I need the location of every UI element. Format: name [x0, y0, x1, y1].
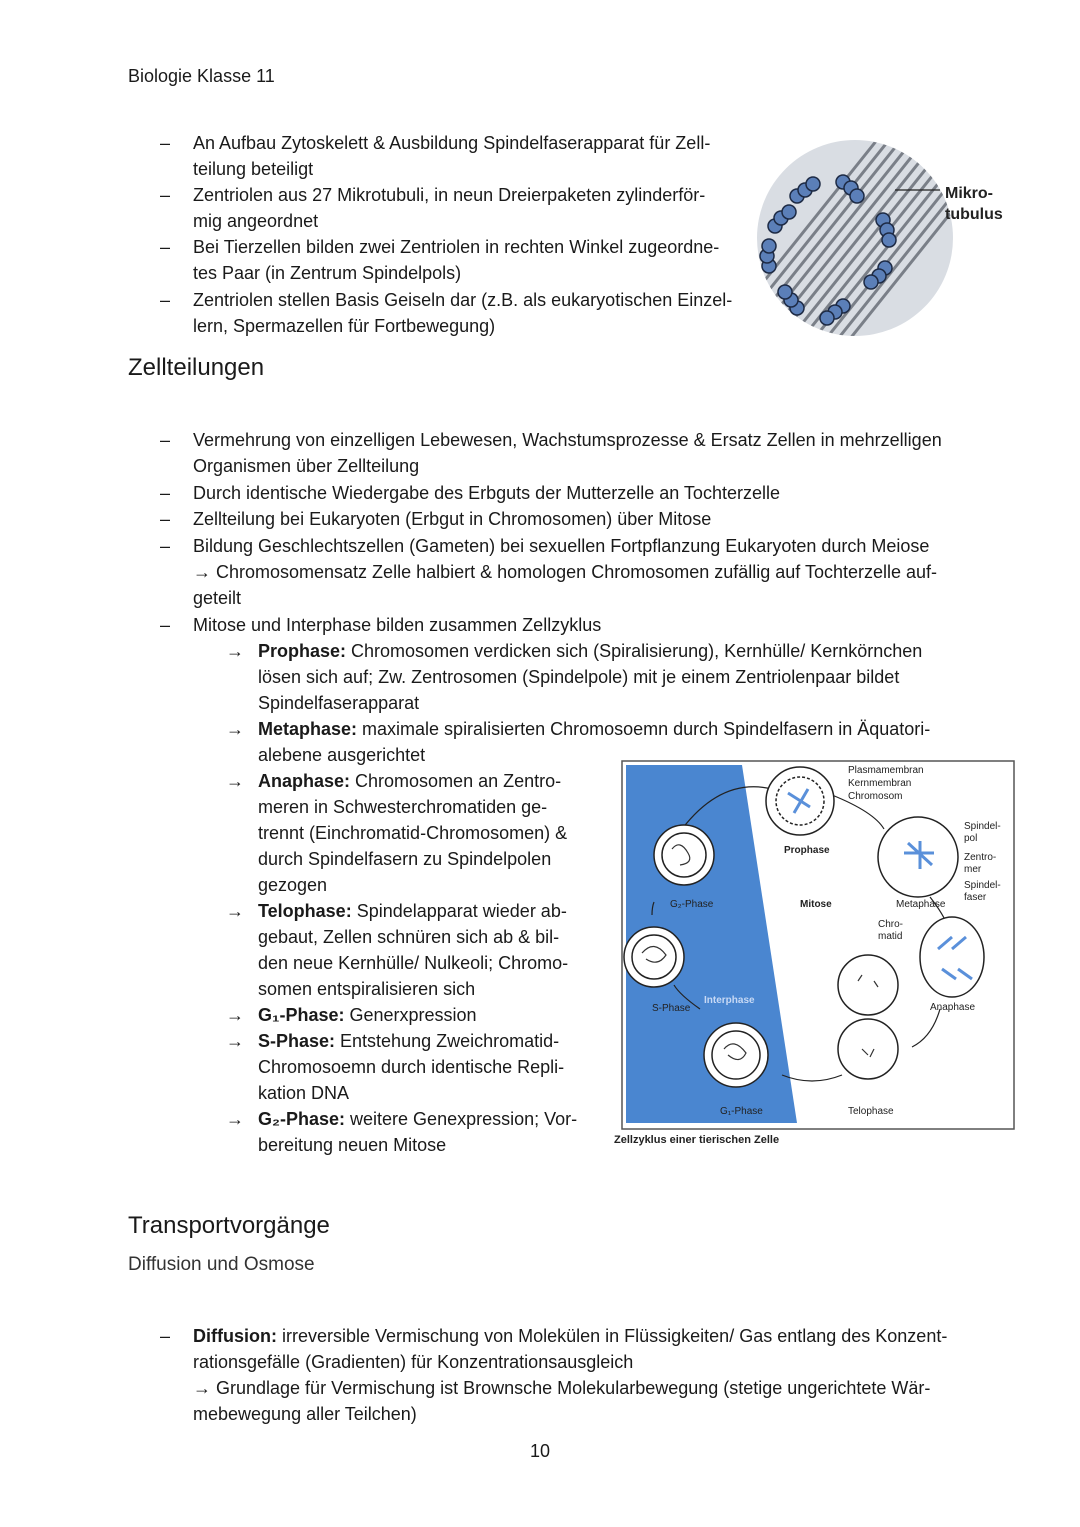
phase-line: den neue Kernhülle/ Nulkeoli; Chromo-: [258, 953, 569, 973]
bullet-line: Bildung Geschlechtszellen (Gameten) bei sexuellen Fortpflanzung Eukaryoten durch Meiose: [193, 536, 930, 556]
phase-line: bereitung neuen Mitose: [258, 1135, 447, 1155]
label-zentromer: Zentro-: [964, 852, 997, 863]
bullet-line: teilung beteiligt: [193, 159, 314, 179]
bullet-line: tes Paar (in Zentrum Spindelpols): [193, 263, 462, 283]
label-interphase: Interphase: [704, 995, 755, 1006]
bullet-line: Zentriolen aus 27 Mikrotubuli, in neun Dreierpaketen zylinderför-: [193, 185, 706, 205]
label-zentromer: mer: [964, 864, 982, 875]
bullet-line: Organismen über Zellteilung: [193, 456, 420, 476]
page-header: Biologie Klasse 11: [128, 66, 275, 86]
phase-item: Prophase: Chromosomen verdicken sich (Spiralisierung), Kernhülle/ Kernkörnchen: [258, 641, 923, 661]
label-spindelpol: pol: [964, 833, 978, 844]
bullet-dash: –: [160, 185, 171, 205]
phase-line: kation DNA: [258, 1083, 350, 1103]
bullet-line: Diffusion: irreversible Vermischung von Molekülen in Flüssigkeiten/ Gas entlang des Konzent-: [193, 1326, 948, 1346]
phase-item: Telophase: Spindelapparat wieder ab-: [258, 901, 567, 921]
subsection-heading: Diffusion und Osmose: [128, 1254, 315, 1275]
bullet-line: geteilt: [193, 588, 242, 608]
bullet-line: rationsgefälle (Gradienten) für Konzentrationsausgleich: [193, 1352, 634, 1372]
centriole-figure: [745, 140, 1015, 345]
phase-item: Anaphase: Chromosomen an Zentro-: [258, 771, 562, 791]
bullet-line: Mitose und Interphase bilden zusammen Zellzyklus: [193, 615, 602, 635]
label-kernmembran: Kernmembran: [848, 778, 912, 789]
phase-line: alebene ausgerichtet: [258, 745, 426, 765]
label-spindelfaser: faser: [964, 892, 987, 903]
label-g2: G₂-Phase: [670, 899, 714, 910]
figure-label: Mikro-: [945, 185, 993, 202]
section-heading: Transportvorgänge: [128, 1212, 330, 1239]
label-g1: G₁-Phase: [720, 1106, 763, 1117]
phase-item: G₁-Phase: Generxpression: [258, 1005, 477, 1025]
section-heading: Zellteilungen: [128, 354, 265, 381]
bullet-dash: –: [160, 237, 171, 257]
label-chromatid: matid: [878, 931, 903, 942]
phase-line: gebaut, Zellen schnüren sich ab & bil-: [258, 927, 560, 947]
phase-item: Metaphase: maximale spiralisierten Chromosoemn durch Spindelfasern in Äquatori-: [258, 719, 931, 739]
bullet-line: Durch identische Wiedergabe des Erbguts der Mutterzelle an Tochterzelle: [193, 483, 780, 503]
bullet-dash: –: [160, 290, 171, 310]
bullet-line: → Grundlage für Vermischung ist Brownsche Molekularbewegung (stetige ungerichtete Wär-: [193, 1378, 931, 1398]
label-chromatid: Chro-: [878, 919, 904, 930]
bullet-line: Zentriolen stellen Basis Geiseln dar (z.B. als eukaryotischen Einzel-: [193, 290, 733, 310]
phase-line: trennt (Einchromatid-Chromosomen) &: [258, 823, 568, 843]
phase-item: S-Phase: Entstehung Zweichromatid-: [258, 1031, 560, 1051]
phase-line: Chromosoemn durch identische Repli-: [258, 1057, 565, 1077]
bullet-line: → Chromosomensatz Zelle halbiert & homologen Chromosomen zufällig auf Tochterzelle auf-: [193, 562, 938, 582]
phase-line: meren in Schwesterchromatiden ge-: [258, 797, 548, 817]
figure-caption: Zellzyklus einer tierischen Zelle: [614, 1134, 780, 1146]
figure-label: tubulus: [945, 206, 1003, 223]
phase-item: G₂-Phase: weitere Genexpression; Vor-: [258, 1109, 578, 1129]
bullet-line: mig angeordnet: [193, 211, 319, 231]
bullet-line: Zellteilung bei Eukaryoten (Erbgut in Chromosomen) über Mitose: [193, 509, 712, 529]
phase-line: somen entspiralisieren sich: [258, 979, 476, 999]
label-chromosom: Chromosom: [848, 791, 903, 802]
label-sphase: S-Phase: [652, 1003, 691, 1014]
label-mitose: Mitose: [800, 899, 832, 910]
phase-line: durch Spindelfasern zu Spindelpolen: [258, 849, 552, 869]
label-metaphase: Metaphase: [896, 899, 946, 910]
label-spindelpol: Spindel-: [964, 821, 1001, 832]
label-anaphase: Anaphase: [930, 1002, 976, 1013]
bullet-dash: –: [160, 133, 171, 153]
phase-line: Spindelfaserapparat: [258, 693, 420, 713]
page-number: 10: [530, 1441, 551, 1461]
phase-line: lösen sich auf; Zw. Zentrosomen (Spindelpole) mit je einem Zentriolenpaar bildet: [258, 667, 900, 687]
label-spindelfaser: Spindel-: [964, 880, 1001, 891]
bullet-line: lern, Spermazellen für Fortbewegung): [193, 316, 496, 336]
phase-line: gezogen: [258, 875, 328, 895]
bullet-line: An Aufbau Zytoskelett & Ausbildung Spindelfaserapparat für Zell-: [193, 133, 711, 153]
label-telophase: Telophase: [848, 1106, 894, 1117]
bullet-line: Bei Tierzellen bilden zwei Zentriolen in rechten Winkel zugeordne-: [193, 237, 720, 257]
label-plasmamembran: Plasmamembran: [848, 765, 924, 776]
label-prophase: Prophase: [784, 845, 830, 856]
bullet-line: mebewegung aller Teilchen): [193, 1404, 417, 1424]
cell-cycle-figure: [612, 757, 1017, 1152]
bullet-line: Vermehrung von einzelligen Lebewesen, Wachstumsprozesse & Ersatz Zellen in mehrzelligen: [193, 430, 942, 450]
